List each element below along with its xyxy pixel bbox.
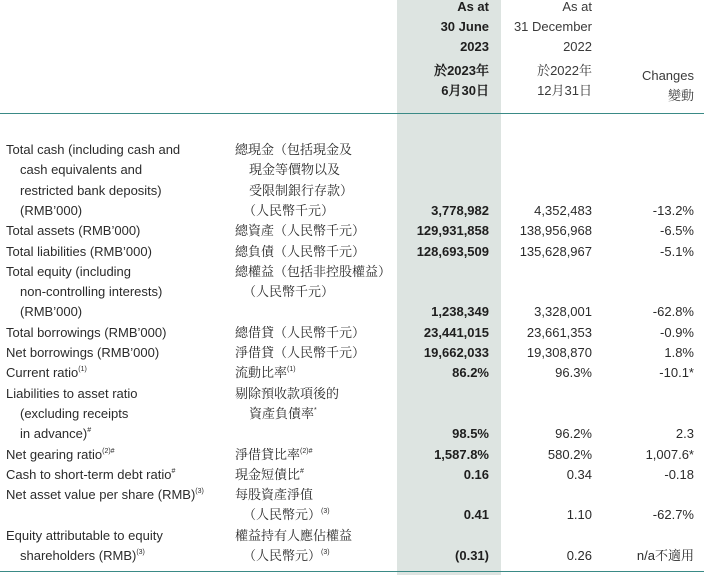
row-label-zh: 現金等價物以及 xyxy=(249,162,341,178)
row-label-en: Total equity (including xyxy=(6,263,132,279)
row-label-zh: 受限制銀行存款） xyxy=(249,182,354,198)
row-label-en: Net gearing ratio$^{(2)\#}$ xyxy=(6,446,115,462)
value-change: -10.1* xyxy=(659,365,694,381)
table-row-line xyxy=(0,526,704,546)
row-label-en: Net asset value per share (RMB)$^{(3)}$ xyxy=(6,487,204,503)
value-previous: 96.2% xyxy=(555,426,592,442)
value-previous: 1.10 xyxy=(566,507,592,523)
row-label-en: restricted bank deposits) xyxy=(20,182,162,198)
header-previous-line: 於2022年 xyxy=(537,63,592,78)
value-change: -13.2% xyxy=(652,202,694,218)
value-change: -0.18 xyxy=(664,466,694,482)
row-label-en: (RMB’000) xyxy=(20,304,83,320)
footnote-marker: # xyxy=(171,467,176,475)
table-row-line xyxy=(0,363,704,383)
header-changes-line: Changes xyxy=(641,68,694,83)
footnote-marker: * xyxy=(314,406,317,414)
row-label-en: Net borrowings (RMB’000) xyxy=(6,345,160,360)
footnote-marker: # xyxy=(300,467,304,475)
row-label-en: Liabilities to asset ratio xyxy=(6,385,138,401)
row-label-en: shareholders (RMB)$^{(3)}$ xyxy=(20,548,145,563)
row-label-zh: 總負債（人民幣千元） xyxy=(235,243,366,259)
table-row-line xyxy=(0,343,704,363)
header-previous-line: 12月31日 xyxy=(537,83,592,98)
footnote-marker: (3) xyxy=(136,549,145,556)
value-current: 98.5% xyxy=(452,426,489,442)
table-row-line xyxy=(0,546,704,566)
table-row-line xyxy=(0,221,704,241)
row-label-en: (RMB’000) xyxy=(20,202,83,218)
header-previous-line: 2022 xyxy=(563,39,592,54)
row-label-zh: 資產負債率* xyxy=(249,405,317,421)
value-previous: 96.3% xyxy=(555,365,592,381)
value-current: 3,778,982 xyxy=(431,202,489,218)
value-current: 86.2% xyxy=(452,365,489,381)
row-label-zh: 現金短債比# xyxy=(235,466,304,482)
row-label-en: Total cash (including cash and xyxy=(6,142,181,157)
row-label-en: (excluding receipts xyxy=(20,405,129,421)
header-current-line: 2023 xyxy=(460,39,489,54)
value-change: -0.9% xyxy=(660,324,694,340)
row-label-zh: 總借貸（人民幣千元） xyxy=(235,324,366,340)
table-row-line xyxy=(0,465,704,485)
value-change: -5.1% xyxy=(660,243,694,259)
header-divider xyxy=(0,113,704,114)
row-label-en: Total liabilities (RMB’000) xyxy=(6,243,152,259)
table-row-line xyxy=(0,302,704,322)
footnote-marker: # xyxy=(87,427,92,435)
header-changes-line: 變動 xyxy=(667,88,694,103)
row-label-en: Total borrowings (RMB’000) xyxy=(6,324,167,340)
footnote-marker: (1) xyxy=(287,366,296,374)
value-previous: 580.2% xyxy=(547,446,592,462)
row-label-zh: 權益持有人應佔權益 xyxy=(235,527,353,543)
value-previous: 4,352,483 xyxy=(534,202,592,218)
value-previous: 0.26 xyxy=(566,548,592,563)
row-label-zh: 總權益（包括非控股權益） xyxy=(235,263,392,279)
row-label-en: Cash to short-term debt ratio# xyxy=(6,466,176,482)
header-current-line: 6月30日 xyxy=(441,83,489,98)
value-current: 23,441,015 xyxy=(423,324,489,340)
header-previous-line: As at xyxy=(562,0,592,14)
value-previous: 19,308,870 xyxy=(526,345,592,360)
row-label-zh: （人民幣元）$^{(3)}$ xyxy=(243,548,330,563)
table-row-line xyxy=(0,485,704,505)
header-current-line: 於2023年 xyxy=(434,63,489,78)
footnote-marker: (3) xyxy=(195,488,204,496)
value-previous: 138,956,968 xyxy=(519,223,592,239)
value-current: 19,662,033 xyxy=(423,345,489,360)
value-change: 1.8% xyxy=(664,345,694,360)
table-row-line xyxy=(0,160,704,180)
row-label-en: Equity attributable to equity xyxy=(6,527,163,543)
value-change: 1,007.6* xyxy=(645,446,694,462)
row-label-zh: 剔除預收款項後的 xyxy=(235,385,340,401)
table-row-line xyxy=(0,424,704,444)
header-current-line: As at xyxy=(457,0,489,14)
table-row-line xyxy=(0,323,704,343)
row-label-zh: 總現金（包括現金及 xyxy=(235,142,353,157)
row-label-en: Current ratio$^{(1)}$ xyxy=(6,365,87,381)
row-label-zh: 總資產（人民幣千元） xyxy=(235,223,366,239)
value-current: 1,238,349 xyxy=(431,304,489,320)
value-previous: 0.34 xyxy=(566,466,592,482)
footnote-marker: (3) xyxy=(321,549,330,556)
table-row-line xyxy=(0,242,704,262)
value-change: -62.7% xyxy=(652,507,694,523)
table-row-line xyxy=(0,445,704,465)
row-label-en: non-controlling interests) xyxy=(20,284,163,300)
value-change: -62.8% xyxy=(652,304,694,320)
table-row-line xyxy=(0,201,704,221)
value-current: 0.41 xyxy=(463,507,489,523)
value-previous: 23,661,353 xyxy=(526,324,592,340)
value-current: 128,693,509 xyxy=(416,243,489,259)
table-row-line xyxy=(0,505,704,525)
header-previous-line: 31 December xyxy=(513,19,592,34)
row-label-zh: 每股資產淨值 xyxy=(235,487,314,503)
footnote-marker: (3) xyxy=(321,508,330,516)
table-row-line xyxy=(0,262,704,282)
footnote-marker: (1) xyxy=(78,366,87,374)
row-label-en: Total assets (RMB’000) xyxy=(6,223,141,239)
row-label-en: cash equivalents and xyxy=(20,162,143,178)
value-change: n/a不適用 xyxy=(636,548,694,563)
row-label-zh: 淨借貸（人民幣千元） xyxy=(235,345,366,360)
row-label-zh: （人民幣千元） xyxy=(243,284,335,300)
row-label-zh: （人民幣千元） xyxy=(243,202,335,218)
value-current: (0.31) xyxy=(455,548,489,563)
table-row-line xyxy=(0,282,704,302)
row-label-en: in advance)# xyxy=(20,426,92,442)
footnote-marker: (2)# xyxy=(102,447,115,455)
value-previous: 135,628,967 xyxy=(519,243,592,259)
footnote-marker: (2)# xyxy=(300,447,313,455)
table-bottom-rule xyxy=(0,571,704,572)
row-label-zh: （人民幣元）$^{(3)}$ xyxy=(243,507,330,523)
header-current-line: 30 June xyxy=(440,19,489,34)
value-current: 1,587.8% xyxy=(434,446,489,462)
row-label-zh: 流動比率$^{(1)}$ xyxy=(235,365,296,381)
row-label-zh: 淨借貸比率$^{(2)\#}$ xyxy=(235,446,313,462)
table-row-line xyxy=(0,140,704,160)
table-row-line xyxy=(0,384,704,404)
value-change: 2.3 xyxy=(675,426,694,442)
value-change: -6.5% xyxy=(660,223,694,239)
table-row-line xyxy=(0,404,704,424)
table-row-line xyxy=(0,181,704,201)
value-current: 0.16 xyxy=(463,466,489,482)
value-previous: 3,328,001 xyxy=(534,304,592,320)
value-current: 129,931,858 xyxy=(416,223,489,239)
